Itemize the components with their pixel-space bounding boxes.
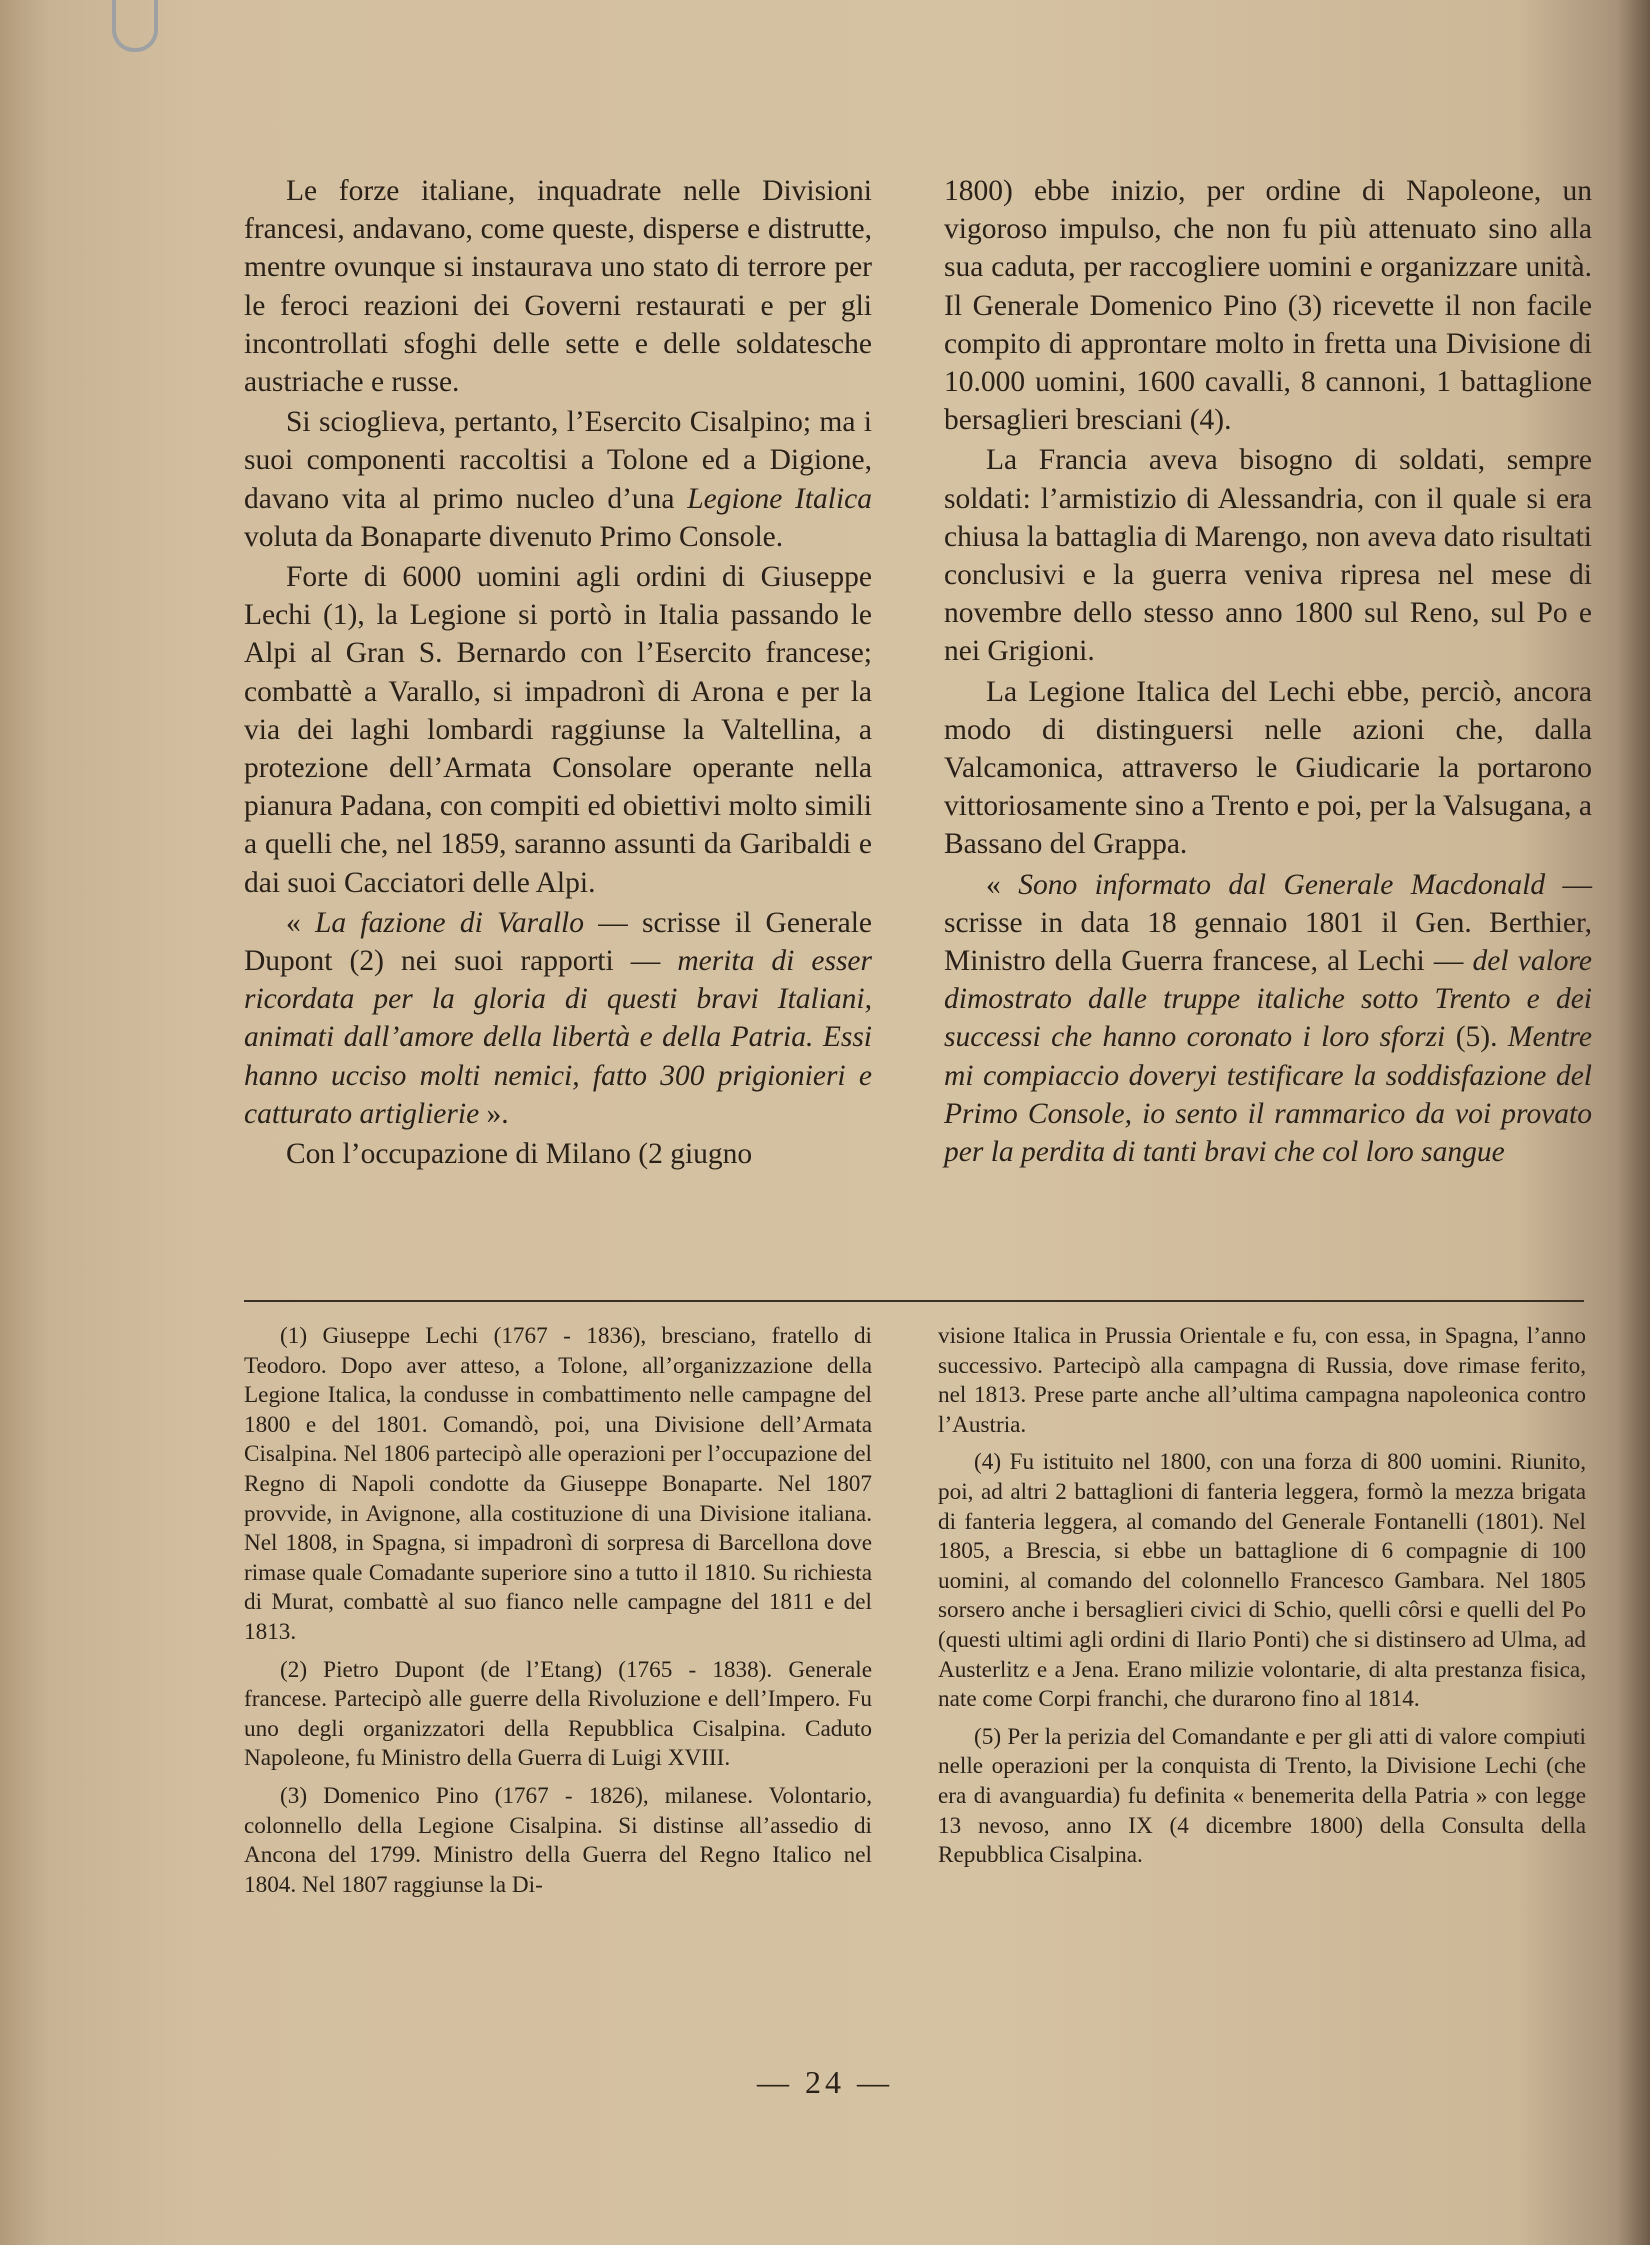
footnote: (4) Fu istituito nel 1800, con una forza di 800 uomini. Riunito, poi, ad altri 2 battaglioni di fanteria leggera, formò la mezza brigata di fanteria leggera, al comando del Generale Fontanelli (1801). Nel 1805, a Brescia, si ebbe un battaglione di 6 compagnie di 100 uomini, al comando del colonnello Francesco Gambara. Nel 1805 sorsero anche i bersaglieri civici di Schio, quelli côrsi e quelli del Po (questi ultimi agli ordini di Ilario Ponti) che si distinsero ad Ulma, ad Austerlitz e a Jena. Erano milizie volontarie, di alta prestanza fisica, nate come Corpi franchi, che durarono fino al 1814. xyxy=(938,1449,1586,1713)
paragraph xyxy=(244,403,872,556)
italic-text: merita di esser ricordata per la gloria di questi bravi Italiani, animati dall’amore della libertà e della Patria. Essi hanno ucciso molti nemici, fatto 300 prigionieri e catturato artiglierie xyxy=(244,945,873,1130)
text-run: voluta da Bonaparte divenuto Primo Console. xyxy=(244,520,784,553)
footnote: (3) Domenico Pino (1767 - 1826), milanese. Volontario, colonnello della Legione Cisalpina. Si distinse all’assedio di Ancona del 1799. Ministro della Guerra del Regno Italico nel 1804. Nel 1807 raggiunse la Di- xyxy=(244,1782,872,1898)
italic-text: Mentre mi compiaccio doveryi testificare la soddisfazione del Primo Console, io sento il rammarico da voi provato per la perdita di tanti bravi che col loro sangue xyxy=(944,1021,1593,1169)
paragraph: La Legione Italica del Lechi ebbe, perciò, ancora modo di distinguersi nelle azioni che, dalla Valcamonica, attraverso le Giudicarie la portarono vittoriosamente sino a Trento e poi, per la Valsugana, a Bassano del Grappa. xyxy=(944,675,1592,861)
paragraph: Forte di 6000 uomini agli ordini di Giuseppe Lechi (1), la Legione si portò in Italia passando le Alpi al Gran S. Bernardo con l’Esercito francese; combattè a Varallo, si impadronì di Arona e per la via dei laghi lombardi raggiunse la Valtellina, a protezione dell’Armata Consolare operante nella pianura Padana, con compiti ed obiettivi molto simili a quelli che, nel 1859, saranno assunti da Garibaldi e dai suoi Cacciatori delle Alpi. xyxy=(244,561,872,899)
quote-paragraph xyxy=(944,866,1592,1172)
footnote: (1) Giuseppe Lechi (1767 - 1836), bresciano, fratello di Teodoro. Dopo aver atteso, a Tolone, all’organizzazione della Legione Italica, la condusse in combattimento nelle campagne del 1800 e del 1801. Comandò, poi, una Divisione dell’Armata Cisalpina. Nel 1806 partecipò alle operazioni per l’occupazione del Regno di Napoli condotte da Giuseppe Bonaparte. Nel 1807 provvide, in Avignone, alla costituzione di una Divisione italiana. Nel 1808, in Spagna, si impadronì di sorpresa di Barcellona dove rimase quale Comadante superiore sino a tutto il 1810. Su richiesta di Murat, combattè al suo fianco nelle campagne del 1811 e del 1813. xyxy=(244,1323,872,1645)
paragraph: Le forze italiane, inquadrate nelle Divisioni francesi, andavano, come queste, disperse e distrutte, mentre ovunque si instaurava uno stato di terrore per le feroci reazioni dei Governi restaurati e per gli incontrollati sfoghi delle sette e delle soldatesche austriache e russe. xyxy=(244,175,872,399)
text-run: « xyxy=(286,906,316,939)
text-run: ». xyxy=(479,1097,509,1130)
italic-text: Legione Italica xyxy=(687,482,873,515)
italic-text: Sono informato dal Generale Macdonald xyxy=(1018,868,1546,901)
footnote: (2) Pietro Dupont (de l’Etang) (1765 - 1838). Generale francese. Partecipò alle guerre della Rivoluzione e dell’Impero. Fu uno degli organizzatori della Repubblica Cisalpina. Caduto Napoleone, fu Ministro della Guerra di Luigi XVIII. xyxy=(244,1656,872,1772)
page-number: — 24 — xyxy=(757,2064,893,2100)
text-run: — scrisse in data 18 gennaio 1801 il Gen. Berthier, Ministro della Guerra francese, al Lechi — xyxy=(944,868,1593,978)
italic-text: La fazione di Varallo xyxy=(315,906,584,939)
main-text-right-column xyxy=(944,172,1592,1173)
italic-text: del valore dimostrato dalle truppe italiche sotto Trento e dei successi che hanno coronato i loro sforzi xyxy=(944,945,1592,1054)
footnotes-right-column xyxy=(938,1322,1586,1879)
quote-paragraph xyxy=(244,904,872,1133)
footnote-continuation: visione Italica in Prussia Orientale e fu, con essa, in Spagna, l’anno successivo. Partecipò alla campagna di Russia, dove rimase ferito, nel 1813. Prese parte anche all’ultima campagna napoleonica contro l’Austria. xyxy=(938,1323,1586,1438)
paper-clip xyxy=(112,0,158,52)
footnotes-left-column xyxy=(244,1322,872,1908)
footnote-divider xyxy=(244,1300,1584,1302)
text-run: (5). xyxy=(1445,1021,1508,1054)
text-run: « xyxy=(986,868,1019,901)
paragraph: 1800) ebbe inizio, per ordine di Napoleone, un vigoroso impulso, che non fu più attenuato sino alla sua caduta, per raccogliere uomini e organizzare unità. Il Generale Domenico Pino (3) ricevette il non facile compito di approntare molto in fretta una Divisione di 10.000 uomini, 1600 cavalli, 8 cannoni, 1 battaglione bersaglieri bresciani (4). xyxy=(944,175,1592,437)
paragraph: La Francia aveva bisogno di soldati, sempre soldati: l’armistizio di Alessandria, con il quale si era chiusa la battaglia di Marengo, non aveva dato risultati conclusivi e la guerra veniva ripresa nel mese di novembre dello stesso anno 1800 sul Reno, sul Po e nei Grigioni. xyxy=(944,444,1592,668)
main-text-left-column xyxy=(244,172,872,1175)
paragraph: Con l’occupazione di Milano (2 giugno xyxy=(286,1138,753,1171)
text-run: — scrisse il Generale Dupont (2) nei suoi rapporti — xyxy=(244,906,872,978)
text-run: Si scioglieva, pertanto, l’Esercito Cisalpino; ma i suoi componenti raccoltisi a Tolone ed a Digione, davano vita al primo nucleo d’una xyxy=(244,406,872,515)
footnote: (5) Per la perizia del Comandante e per gli atti di valore compiuti nelle operazioni per la conquista di Trento, la Divisione Lechi (che era di avanguardia) fu definita « benemerita della Patria » con legge 13 nevoso, anno IX (4 dicembre 1800) della Consulta della Repubblica Cisalpina. xyxy=(938,1723,1586,1869)
